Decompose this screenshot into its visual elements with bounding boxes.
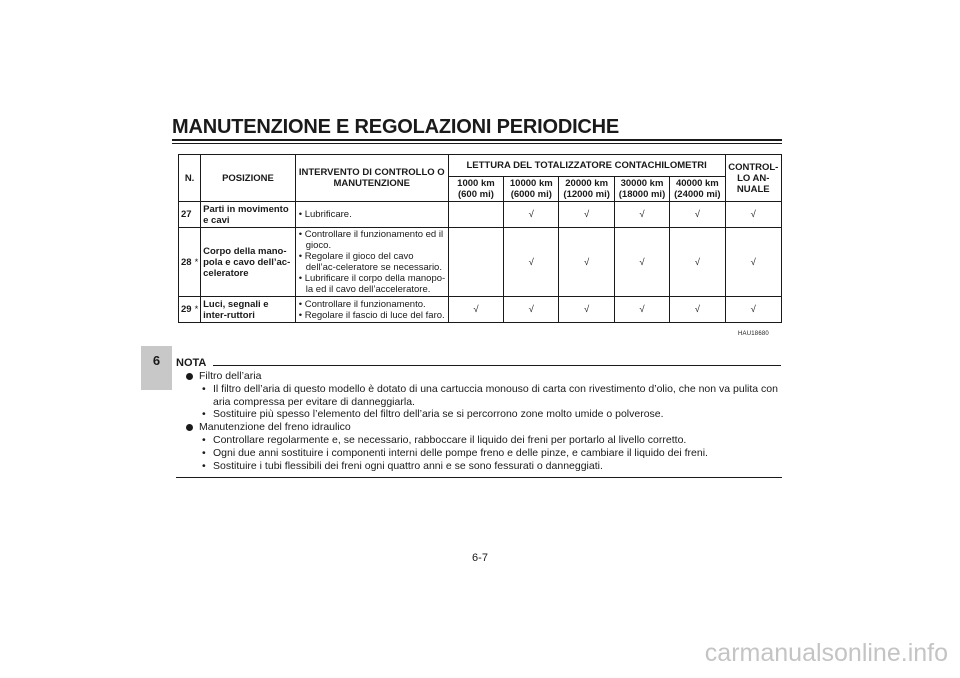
row-intervento: • Lubrificare. bbox=[295, 202, 448, 228]
bullet-icon: • bbox=[202, 459, 206, 472]
check-cell: √ bbox=[504, 202, 559, 228]
header-n: N. bbox=[179, 155, 201, 202]
check-cell: √ bbox=[559, 202, 614, 228]
row-posizione: Luci, segnali e inter-ruttori bbox=[201, 297, 296, 323]
title-rule-thin bbox=[172, 143, 782, 144]
table-row bbox=[179, 297, 782, 323]
header-interval: 20000 km (12000 mi) bbox=[559, 177, 614, 202]
nota-sub-text: Sostituire più spesso l’elemento del filtro dell’aria se si percorrono zone molto umide o polverose. bbox=[213, 408, 664, 421]
row-posizione: Corpo della mano-pola e cavo dell’ac-celeratore bbox=[201, 228, 296, 297]
document-code: HAU18680 bbox=[738, 331, 769, 337]
header-interval: 30000 km (18000 mi) bbox=[614, 177, 669, 202]
list-item bbox=[186, 383, 782, 409]
nota-sub-text: Ogni due anni sostituire i componenti interni delle pompe freno e delle pinze, e cambiare il liquido dei freni. bbox=[213, 446, 708, 459]
row-intervento: • Controllare il funzionamento. • Regolare il fascio di luce del faro. bbox=[295, 297, 448, 323]
header-controllo-annuale: CONTROL-LO AN-NUALE bbox=[725, 155, 781, 202]
check-cell: √ bbox=[448, 297, 503, 323]
watermark: carmanualsonline.info bbox=[704, 639, 948, 667]
page-number: 6-7 bbox=[472, 552, 488, 564]
table-row bbox=[179, 202, 782, 228]
page-title: MANUTENZIONE E REGOLAZIONI PERIODICHE bbox=[172, 116, 620, 138]
row-number: 29 bbox=[179, 297, 193, 323]
row-star bbox=[193, 202, 201, 228]
check-cell: √ bbox=[670, 297, 725, 323]
table-row bbox=[179, 228, 782, 297]
row-star: * bbox=[193, 228, 201, 297]
check-cell: √ bbox=[614, 228, 669, 297]
check-cell: √ bbox=[559, 228, 614, 297]
check-cell: √ bbox=[559, 297, 614, 323]
row-number: 28 bbox=[179, 228, 193, 297]
row-number: 27 bbox=[179, 202, 193, 228]
header-intervento: INTERVENTO DI CONTROLLO O MANUTENZIONE bbox=[295, 155, 448, 202]
list-item bbox=[186, 447, 782, 460]
check-cell: √ bbox=[725, 297, 781, 323]
nota-rule bbox=[213, 365, 781, 366]
header-lettura: LETTURA DEL TOTALIZZATORE CONTACHILOMETRI bbox=[448, 155, 725, 177]
nota-heading: NOTA bbox=[176, 357, 207, 369]
header-interval: 10000 km (6000 mi) bbox=[504, 177, 559, 202]
nota-end-rule bbox=[176, 477, 782, 478]
check-cell bbox=[448, 228, 503, 297]
row-star: * bbox=[193, 297, 201, 323]
row-posizione: Parti in movimento e cavi bbox=[201, 202, 296, 228]
check-cell: √ bbox=[614, 297, 669, 323]
nota-body bbox=[186, 370, 782, 472]
nota-sub-text: Il filtro dell’aria di questo modello è dotato di una cartuccia monouso di carta con rivestimento d’olio, che non va pulita con aria compressa per evitare di danneggiarla. bbox=[213, 382, 778, 408]
check-cell: √ bbox=[614, 202, 669, 228]
list-item bbox=[186, 370, 782, 383]
bullet-icon bbox=[186, 424, 193, 431]
header-interval: 40000 km (24000 mi) bbox=[670, 177, 725, 202]
title-rule-thick bbox=[172, 139, 782, 141]
bullet-icon: • bbox=[202, 382, 206, 395]
check-cell: √ bbox=[670, 202, 725, 228]
list-item bbox=[186, 460, 782, 473]
nota-item-title: Filtro dell’aria bbox=[199, 370, 262, 382]
nota-sub-text: Sostituire i tubi flessibili dei freni ogni quattro anni e se sono fessurati o danneggiati. bbox=[213, 459, 603, 472]
row-intervento: • Controllare il funzionamento ed il gioco. • Regolare il gioco del cavo dell’ac-celeratore se necessario. • Lubrificare il corpo della manopo-la ed il cavo dell’acceleratore. bbox=[295, 228, 448, 297]
maintenance-table bbox=[178, 154, 782, 323]
chapter-number: 6 bbox=[152, 353, 161, 368]
check-cell: √ bbox=[504, 228, 559, 297]
list-item bbox=[186, 421, 782, 434]
bullet-icon: • bbox=[202, 446, 206, 459]
list-item bbox=[186, 434, 782, 447]
list-item bbox=[186, 408, 782, 421]
check-cell bbox=[448, 202, 503, 228]
check-cell: √ bbox=[725, 202, 781, 228]
bullet-icon: • bbox=[202, 408, 206, 421]
header-interval: 1000 km (600 mi) bbox=[448, 177, 503, 202]
bullet-icon: • bbox=[202, 433, 206, 446]
check-cell: √ bbox=[725, 228, 781, 297]
check-cell: √ bbox=[670, 228, 725, 297]
bullet-icon bbox=[186, 373, 193, 380]
nota-sub-text: Controllare regolarmente e, se necessario, rabboccare il liquido dei freni per portarlo al livello corretto. bbox=[213, 433, 687, 446]
nota-item-title: Manutenzione del freno idraulico bbox=[199, 421, 351, 434]
header-posizione: POSIZIONE bbox=[201, 155, 296, 202]
check-cell: √ bbox=[504, 297, 559, 323]
